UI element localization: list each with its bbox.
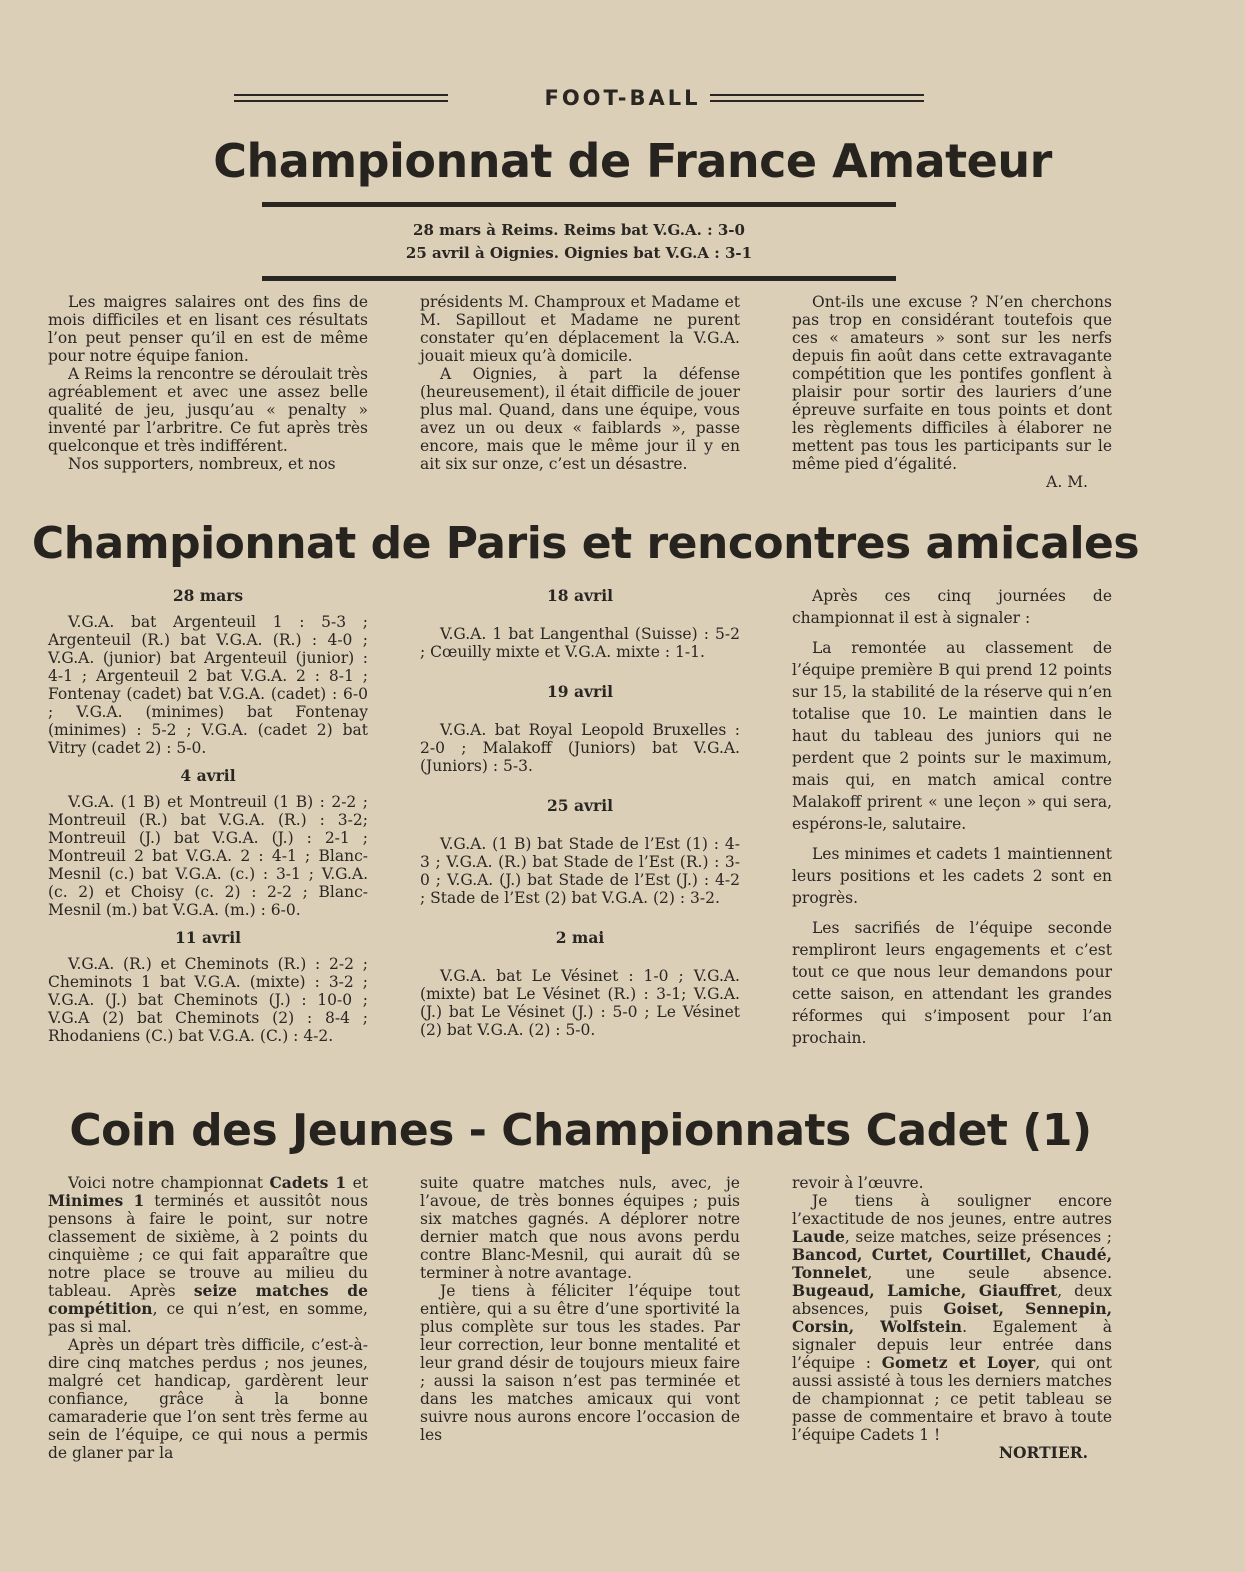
paragraph: Les maigres salaires ont des fins de mois difficiles et en lisant ces résultats l’on peut penser qu’il en est de même pour notre équipe fanion. bbox=[48, 293, 368, 365]
results-paragraph: V.G.A. (1 B) bat Stade de l’Est (1) : 4-3 ; V.G.A. (R.) bat Stade de l’Est (R.) : 3-0 ; V.G.A. (J.) bat Stade de l’Est (J.) : 4-2 ; Stade de l’Est (2) bat V.G.A. (2) : 3-2. bbox=[420, 835, 740, 907]
article2-col3 bbox=[792, 585, 1112, 1057]
text-run: Voici notre championnat bbox=[68, 1174, 270, 1192]
text-run-bold: seize matches de compétition bbox=[48, 1281, 368, 1318]
paragraph: A Reims la rencontre se déroulait très agréablement et avec une assez belle qualité de jeu, jusqu’au « penalty » inventé par l’arbritre. Ce fut après très quelconque et très indifférent. bbox=[48, 365, 368, 455]
text-run: Je tiens à souligner encore l’exactitude de nos jeunes, entre autres bbox=[792, 1192, 1112, 1228]
header-rule-right bbox=[710, 94, 924, 102]
text-run-bold: Cadets 1 bbox=[269, 1173, 347, 1192]
article1-col1 bbox=[48, 293, 368, 473]
paragraph: Après ces cinq journées de championnat il est à signaler : bbox=[792, 587, 1112, 627]
paragraph bbox=[792, 1192, 1112, 1444]
text-run: , deux absences, puis bbox=[792, 1282, 1112, 1318]
results-paragraph: V.G.A. bat Le Vésinet : 1-0 ; V.G.A. (mixte) bat Le Vésinet (R.) : 3-1; V.G.A. (J.) bat Le Vésinet (J.) : 5-0 ; Le Vésinet (2) bat V.G.A. (2) : 5-0. bbox=[420, 967, 740, 1039]
paragraph: Je tiens à féliciter l’équipe tout entière, qui a su être d’une sportivité la plus complète sur tous les stades. Par leur correction, leur bonne mentalité et leur grand désir de toujours mieux faire ; aussi la saison n’est pas terminée et dans les matches amicaux qui vont suivre nous aurons encore l’occasion de les bbox=[420, 1282, 740, 1444]
date-heading: 19 avril bbox=[547, 682, 613, 701]
article1-rule-bottom bbox=[262, 276, 896, 281]
article3-col1 bbox=[48, 1174, 368, 1462]
paragraph bbox=[792, 1174, 1112, 1192]
article1-result-1: 28 mars à Reims. Reims bat V.G.A. : 3-0 bbox=[413, 221, 745, 239]
paragraph bbox=[48, 1336, 368, 1462]
date-heading: 25 avril bbox=[547, 796, 613, 815]
text-run-bold: Laude bbox=[792, 1227, 845, 1246]
results-paragraph: V.G.A. 1 bat Langenthal (Suisse) : 5-2 ; Cœuilly mixte et V.G.A. mixte : 1-1. bbox=[420, 625, 740, 661]
text-run-bold: Bugeaud, Lamiche, Giauffret bbox=[792, 1281, 1058, 1300]
text-run: , qui ont aussi assisté à tous les derniers matches de championnat ; ce petit tableau se passe de commentaire et bravo à toute l’équipe Cadets 1 ! bbox=[792, 1354, 1112, 1444]
results-paragraph: V.G.A. bat Argenteuil 1 : 5-3 ; Argenteuil (R.) bat V.G.A. (R.) : 4-0 ; V.G.A. (junior) bat Argenteuil (junior) : 4-1 ; Argenteuil 2 bat V.G.A. 2 : 8-1 ; Fontenay (cadet) bat V.G.A. (cadet) : 6-0 ; V.G.A. (minimes) bat Fontenay (minimes) : 5-2 ; V.G.A. (cadet 2) bat Vitry (cadet 2) : 5-0. bbox=[48, 613, 368, 757]
article1-rule-top bbox=[262, 202, 896, 207]
results-paragraph: V.G.A. bat Royal Leopold Bruxelles : 2-0 ; Malakoff (Juniors) bat V.G.A. (Juniors) : 5-3. bbox=[420, 721, 740, 775]
results-paragraph: V.G.A. (R.) et Cheminots (R.) : 2-2 ; Cheminots 1 bat V.G.A. (mixte) : 3-2 ; V.G.A. (J.) bat Cheminots (J.) : 10-0 ; V.G.A (2) bat Cheminots (2) : 8-4 ; Rhodaniens (C.) bat V.G.A. (C.) : 4-2. bbox=[48, 955, 368, 1045]
text-run: revoir à l’œuvre. bbox=[792, 1174, 924, 1192]
text-run: terminés et aussitôt nous pensons à faire le point, sur notre classement de sixième, à 2 points du cinquième ; ce qui fait apparaître que notre place se trouve au milieu du tableau. Après bbox=[48, 1192, 368, 1300]
article1-col3 bbox=[792, 293, 1112, 491]
paragraph: A Oignies, à part la défense (heureusement), il était difficile de jouer plus mal. Quand, dans une équipe, vous avez un ou deux « faiblards », passe encore, mais que le même jour il y en ait six sur onze, c’est un désastre. bbox=[420, 365, 740, 473]
paragraph: Les minimes et cadets 1 maintiennent leurs positions et les cadets 2 sont en progrès. bbox=[792, 845, 1112, 907]
article2-col2 bbox=[420, 587, 740, 1049]
date-heading: 28 mars bbox=[172, 586, 244, 605]
article3-col3 bbox=[792, 1174, 1112, 1462]
date-heading: 11 avril bbox=[175, 928, 241, 947]
text-run-bold: Bancod, Curtet, Courtillet, Chaudé, Tonnelet bbox=[792, 1245, 1112, 1282]
signature: A. M. bbox=[1046, 473, 1088, 491]
text-run: , ce qui n’est, en somme, pas si mal. bbox=[48, 1300, 368, 1336]
text-run-bold: Minimes 1 bbox=[48, 1191, 145, 1210]
paragraph bbox=[48, 1174, 368, 1336]
article3-title: Coin des Jeunes - Championnats Cadet (1) bbox=[69, 1105, 1092, 1156]
text-run-bold: Goiset, Sennepin, Corsin, Wolfstein bbox=[792, 1299, 1112, 1336]
date-heading: 2 mai bbox=[555, 928, 605, 947]
date-heading: 18 avril bbox=[547, 586, 613, 605]
article3-col2 bbox=[420, 1174, 740, 1444]
article2-title: Championnat de Paris et rencontres amicales bbox=[31, 518, 1140, 569]
paragraph: présidents M. Champroux et Madame et M. Sapillout et Madame ne purent constater qu’en déplacement la V.G.A. jouait mieux qu’à domicile. bbox=[420, 293, 740, 365]
text-run: . Egalement à signaler depuis leur entrée dans l’équipe : bbox=[792, 1318, 1112, 1372]
paragraph: Nos supporters, nombreux, et nos bbox=[68, 455, 336, 473]
article1-col2 bbox=[420, 293, 740, 473]
signature: NORTIER. bbox=[998, 1443, 1088, 1462]
text-run: , seize matches, seize présences ; bbox=[844, 1228, 1112, 1246]
paragraph: Ont-ils une excuse ? N’en cherchons pas trop en considérant toutefois que ces « amateurs » sont sur les nerfs depuis fin août dans cette extravagante compétition que les pontifes gonflent à plaisir pour sortir des lauriers d’une épreuve surfaite en tous points et dont les règlements difficiles à élaborer ne mettent pas tous les participants sur le même pied d’égalité. bbox=[792, 293, 1112, 473]
paragraph: Les sacrifiés de l’équipe seconde rempliront leurs engagements et c’est tout ce que nous leur demandons pour cette saison, en attendant les grandes réformes qui s’imposent pour l’an prochain. bbox=[792, 919, 1112, 1047]
text-run-bold: Gometz et Loyer bbox=[881, 1353, 1036, 1372]
text-run: , une seule absence. bbox=[867, 1264, 1112, 1282]
date-heading: 4 avril bbox=[180, 766, 236, 785]
text-run: Après un départ très difficile, c’est-à-dire cinq matches perdus ; nos jeunes, malgré cet handicap, gardèrent leur confiance, grâce à la bonne camaraderie que l’on sent très ferme au sein de l’équipe, ce qui nous a permis de glaner par la bbox=[48, 1336, 368, 1462]
paragraph: suite quatre matches nuls, avec, je l’avoue, de très bonnes équipes ; puis six matches gagnés. A déplorer notre dernier match que nous avons perdu contre Blanc-Mesnil, qui aurait dû se terminer à notre avantage. bbox=[420, 1174, 740, 1282]
text-run: et bbox=[346, 1174, 368, 1192]
paragraph: La remontée au classement de l’équipe première B qui prend 12 points sur 15, la stabilité de la réserve qui n’en totalise que 10. Le maintien dans le haut du tableau des juniors qui ne perdent que 2 points sur le maximum, mais qui, en match amical contre Malakoff prirent « une leçon » qui sera, espérons-le, salutaire. bbox=[792, 639, 1112, 833]
article1-result-2: 25 avril à Oignies. Oignies bat V.G.A : 3-1 bbox=[405, 244, 753, 262]
results-paragraph: V.G.A. (1 B) et Montreuil (1 B) : 2-2 ; Montreuil (R.) bat V.G.A. (R.) : 3-2; Montreuil (J.) bat V.G.A. (J.) : 2-1 ; Montreuil 2 bat V.G.A. 2 : 4-1 ; Blanc-Mesnil (c.) bat V.G.A. (c.) : 3-1 ; V.G.A. (c. 2) et Choisy (c. 2) : 2-2 ; Blanc-Mesnil (m.) bat V.G.A. (m.) : 6-0. bbox=[48, 793, 368, 919]
section-label: FOOT-BALL bbox=[544, 86, 701, 110]
article2-col1 bbox=[48, 587, 368, 1055]
article1-title: Championnat de France Amateur bbox=[213, 134, 1052, 188]
